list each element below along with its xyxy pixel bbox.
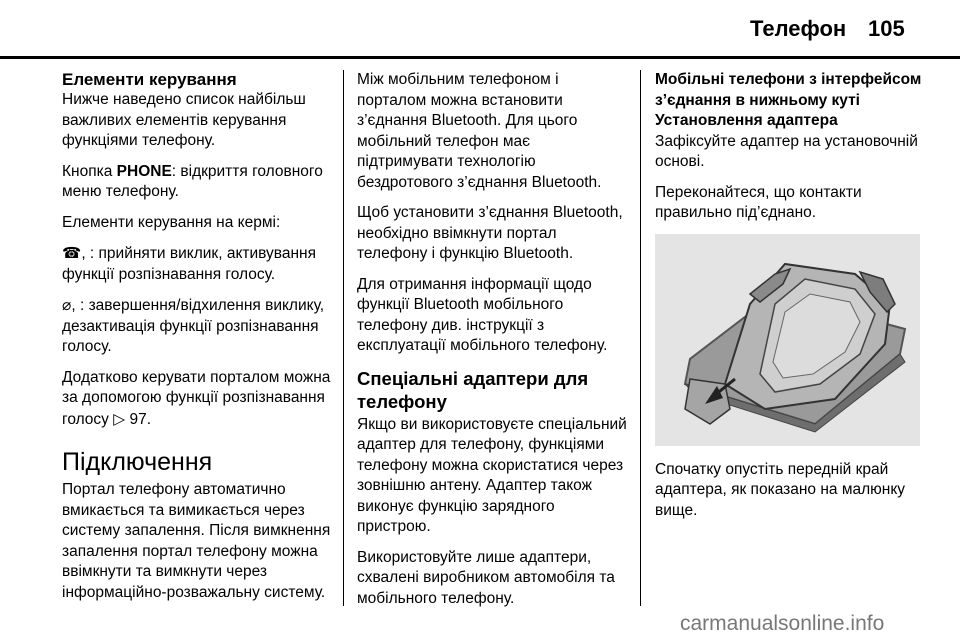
header-rule (0, 56, 960, 59)
phone-button-text (62, 162, 332, 203)
adapter-illustration (655, 234, 920, 446)
voice-control-text (62, 368, 332, 431)
answer-call-description: , : прийняти виклик, активування функції розпізнавання голосу. (62, 245, 316, 283)
contacts-text: Переконайтеся, що контакти правильно під’єднано. (655, 183, 862, 221)
column-3 (655, 70, 925, 531)
install-adapter-text: Зафіксуйте адаптер на установочній основі. (655, 132, 918, 170)
steering-controls-text: Елементи керування на кермі: (62, 213, 281, 231)
page-number: 105 (868, 16, 905, 41)
reference-arrow-icon: ▷ (113, 409, 126, 428)
page-header-title: Телефон (750, 16, 847, 41)
end-call-description: , : завершення/відхилення виклику, дезактивація функції розпізнавання голосу. (62, 297, 325, 355)
phone-button-prefix: Кнопка (62, 162, 117, 180)
connection-heading: Підключення (62, 448, 213, 476)
phone-answer-icon: ☎ (62, 244, 82, 262)
voice-control-page-ref: 97. (129, 410, 152, 428)
phone-button-suffix: : відкриття головного меню телефону. (62, 162, 323, 200)
bottom-interface-heading: Мобільні телефони з інтерфейсом з’єднання в нижньому куті (655, 71, 922, 109)
phone-hangup-icon: ⌀ (62, 296, 72, 314)
answer-call-text (62, 243, 332, 285)
bluetooth-info: Для отримання інформації щодо функції Bluetooth мобільного телефону див. інструкції з експлуатації мобільного телефону. (357, 275, 608, 354)
lower-edge-text: Спочатку опустіть передній край адаптера, як показано на малюнку вище. (655, 460, 906, 519)
column-1 (62, 70, 332, 613)
watermark: carmanualsonline.info (680, 612, 885, 635)
install-adapter-subheading: Установлення адаптера (655, 112, 838, 129)
adapter-illustration-svg (655, 234, 920, 446)
column-divider-2 (640, 70, 641, 606)
page-header (0, 0, 960, 56)
controls-intro: Нижче наведено список найбільш важливих елементів керування функціями телефону. (62, 91, 306, 149)
bluetooth-intro: Між мобільним телефоном і порталом можна встановити з’єднання Bluetooth. Для цього мобільний телефон має підтримувати технологію бездротового з’єднання Bluetooth. (357, 71, 602, 191)
adapters-heading: Спеціальні адаптери для телефону (357, 367, 589, 412)
adapters-approval-text: Використовуйте лише адаптери, схвалені виробником автомобіля та мобільного телефону. (357, 548, 615, 607)
voice-control-description: Додатково керувати порталом можна за допомогою функції розпізнавання голосу (62, 368, 331, 428)
column-divider-1 (343, 70, 344, 606)
column-2 (357, 70, 627, 619)
phone-button-label: PHONE (116, 162, 172, 180)
end-call-text (62, 295, 332, 358)
connection-text: Портал телефону автоматично вмикається та вимикається через систему запалення. Після вимкнення запалення портал телефону можна ввімкнути та вимкнути через інформаційно-розважальну систему. (62, 481, 331, 601)
bluetooth-setup: Щоб установити з’єднання Bluetooth, необхідно ввімкнути портал телефону і функцію Bluetooth. (357, 204, 623, 262)
controls-heading: Елементи керування (62, 70, 237, 89)
adapters-text: Якщо ви використовуєте спеціальний адаптер для телефону, функціями телефону можна скористатися через зовнішню антену. Адаптер також виконує функцію зарядного пристрою. (357, 415, 627, 535)
